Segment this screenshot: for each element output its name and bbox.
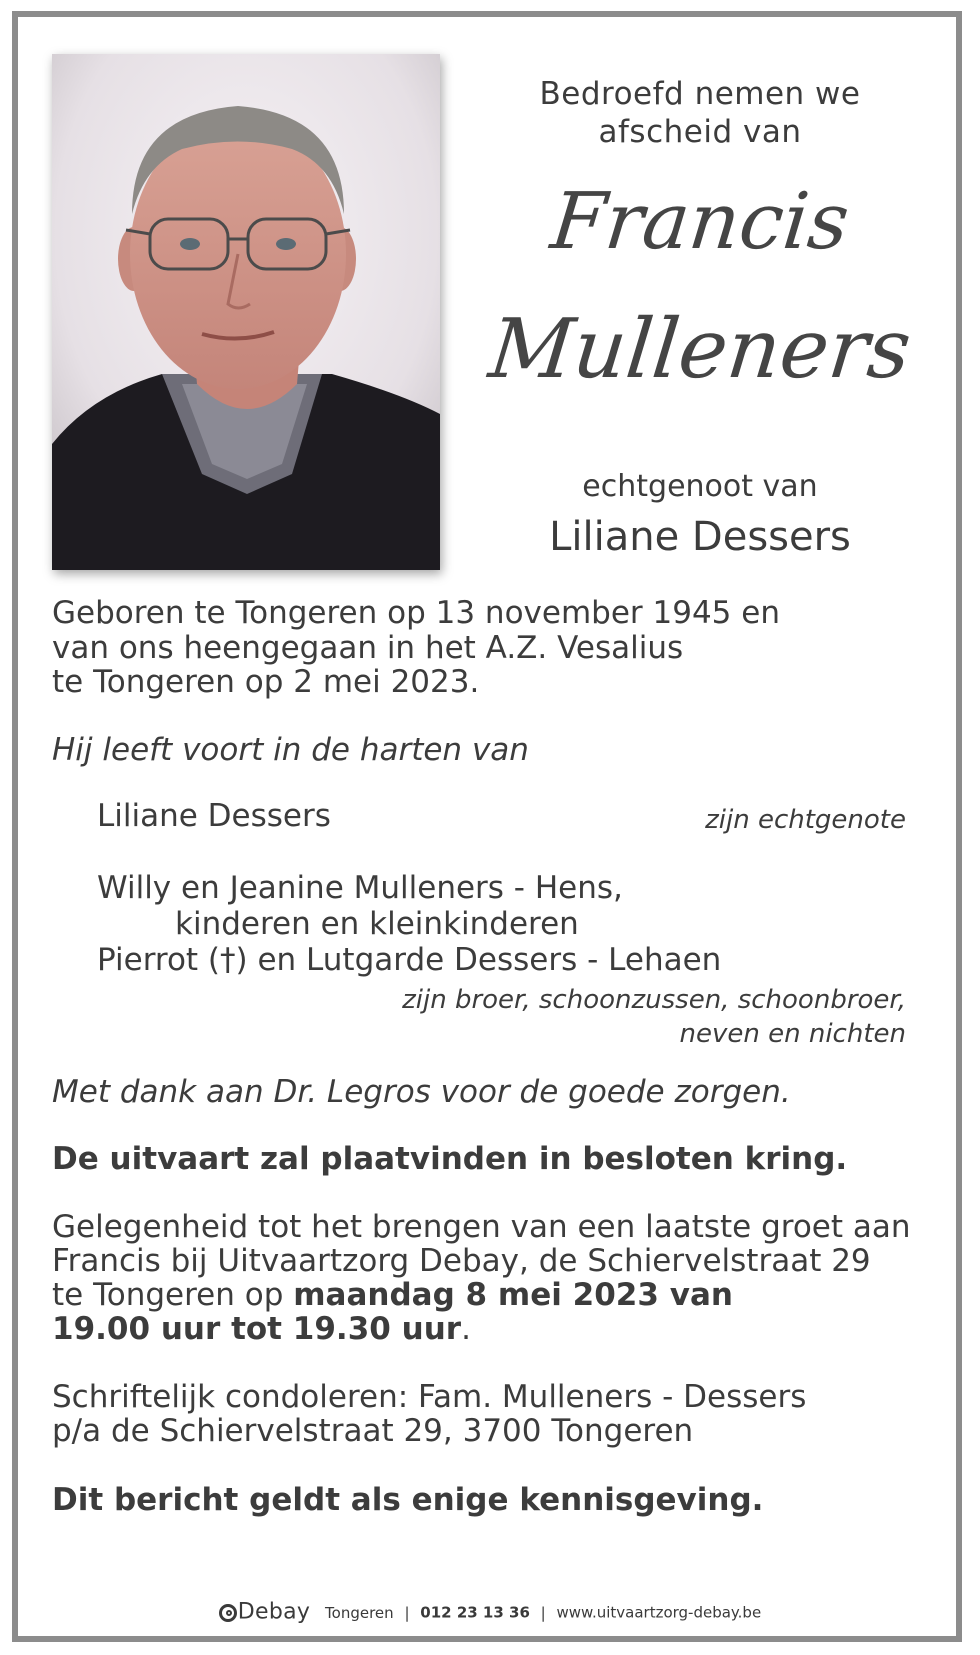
farewell-line: Gelegenheid tot het brengen van een laatste groet aan bbox=[52, 1209, 911, 1245]
farewell-line bbox=[52, 1312, 471, 1347]
footer bbox=[0, 1599, 980, 1626]
funeral-text: De uitvaart zal plaatvinden in besloten kring. bbox=[52, 1141, 848, 1177]
survivor-relation: zijn broer, schoonzussen, schoonbroer, bbox=[402, 985, 906, 1015]
survivor-line: Pierrot (†) en Lutgarde Dessers - Lehaen bbox=[97, 942, 722, 978]
farewell-time: 19.00 uur tot 19.30 uur bbox=[52, 1311, 462, 1347]
thanks-text: Met dank aan Dr. Legros voor de goede zorgen. bbox=[52, 1074, 791, 1110]
farewell-text: te Tongeren op bbox=[52, 1277, 294, 1313]
survivor-spouse-relation: zijn echtgenote bbox=[705, 805, 906, 835]
footer-separator: | bbox=[540, 1603, 546, 1622]
birth-death-line: van ons heengegaan in het A.Z. Vesalius bbox=[52, 630, 684, 666]
deceased-last-name: Mulleners bbox=[484, 302, 916, 397]
farewell-line bbox=[52, 1278, 733, 1313]
survivors-intro: Hij leeft voort in de harten van bbox=[52, 732, 529, 768]
condolence-line: Schriftelijk condoleren: Fam. Mulleners - Dessers bbox=[52, 1379, 807, 1415]
intro-text bbox=[495, 75, 905, 151]
debay-logo-icon bbox=[219, 1604, 237, 1622]
farewell-date: maandag 8 mei 2023 van bbox=[293, 1277, 733, 1313]
footer-phone[interactable]: 012 23 13 36 bbox=[420, 1603, 530, 1622]
survivor-line: kinderen en kleinkinderen bbox=[175, 906, 579, 942]
footer-separator: | bbox=[404, 1603, 410, 1622]
footer-city: Tongeren bbox=[325, 1603, 394, 1622]
spouse-name: Liliane Dessers bbox=[549, 514, 851, 560]
condolence-line: p/a de Schiervelstraat 29, 3700 Tongeren bbox=[52, 1413, 694, 1449]
survivor-line: Willy en Jeanine Mulleners - Hens, bbox=[97, 870, 623, 906]
portrait-photo bbox=[52, 54, 440, 570]
spouse-label: echtgenoot van bbox=[582, 469, 818, 504]
birth-death-line: Geboren te Tongeren op 13 november 1945 en bbox=[52, 595, 780, 631]
farewell-period: . bbox=[461, 1311, 471, 1347]
intro-line: afscheid van bbox=[598, 114, 802, 150]
intro-line: Bedroefd nemen we bbox=[539, 76, 861, 112]
survivor-relation: neven en nichten bbox=[679, 1019, 906, 1049]
farewell-line: Francis bij Uitvaartzorg Debay, de Schiervelstraat 29 bbox=[52, 1243, 871, 1279]
deceased-first-name: Francis bbox=[546, 177, 854, 267]
birth-death-line: te Tongeren op 2 mei 2023. bbox=[52, 664, 480, 700]
footer-website[interactable]: www.uitvaartzorg-debay.be bbox=[556, 1603, 762, 1622]
brand-logo: Debay bbox=[237, 1599, 311, 1625]
survivor-spouse-name: Liliane Dessers bbox=[97, 798, 331, 834]
notice-text: Dit bericht geldt als enige kennisgeving. bbox=[52, 1482, 764, 1518]
